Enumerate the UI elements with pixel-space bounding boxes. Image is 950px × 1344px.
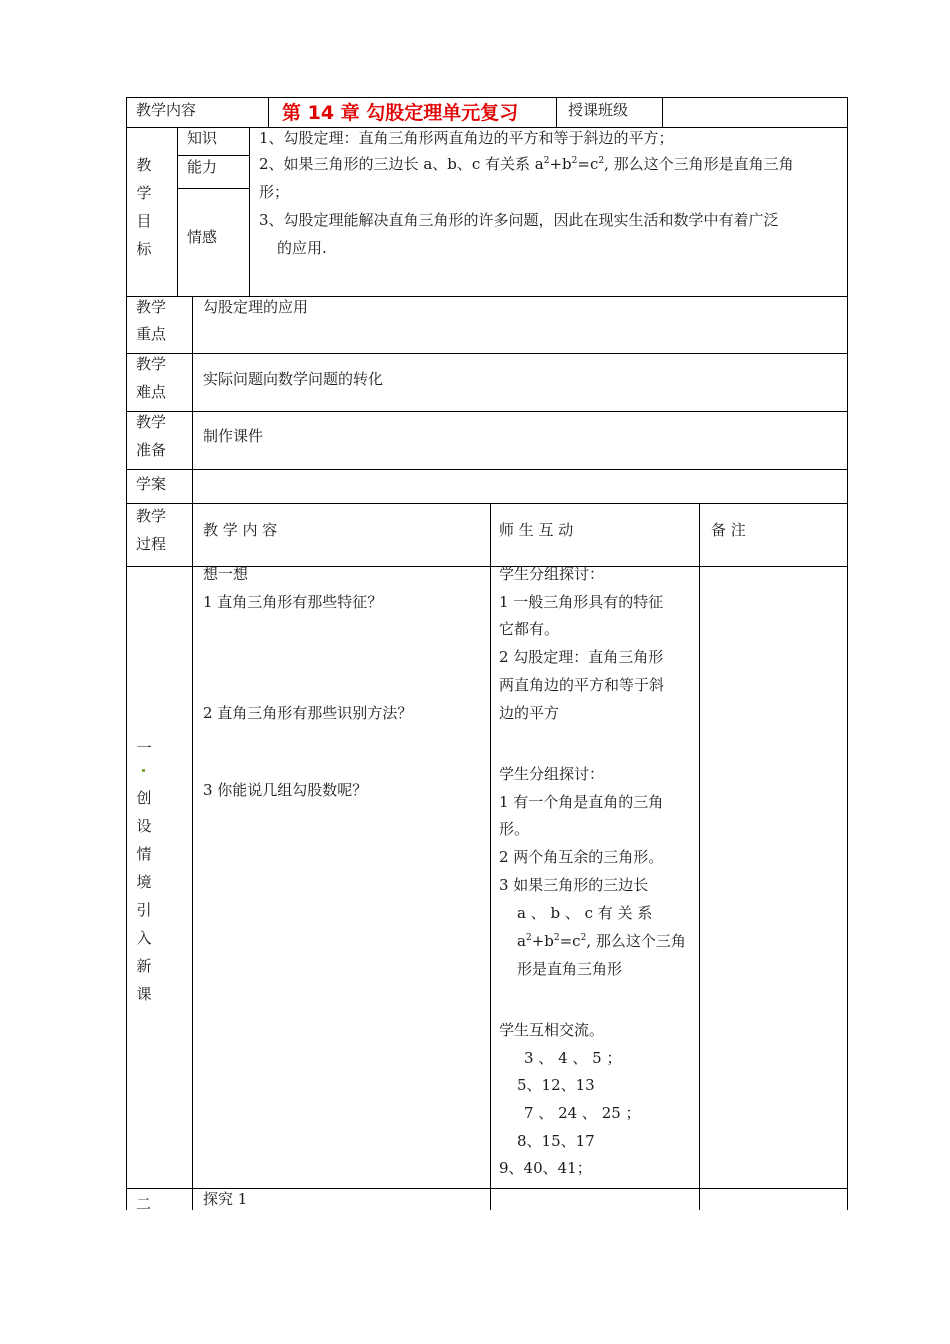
hline-header [126,127,848,128]
objectives-label [134,151,154,263]
interaction-line: 两直角边的平方和等于斜 [499,676,665,694]
hline-section1 [126,1188,848,1189]
content-item: 1 直角三角形有那些特征？ [203,593,383,611]
interaction-line: 7 、 24 、 25 ； [524,1104,641,1122]
vline-obj-b [249,127,250,297]
objectives-label-char: 教 [136,156,152,174]
prep-label: 教学 [136,413,167,431]
vline-notes-col [699,503,700,1210]
section1-label [134,734,154,762]
interaction-line: 2 勾股定理：直角三角形 [499,648,664,666]
objective-line-2-suffix: , 那么这个三角形是直角三角 [604,155,794,173]
section1-label-char: 引 [136,901,152,919]
difficulty-text: 实际问题向数学问题的转化 [203,370,384,388]
section1-label-char: 一 [136,739,152,757]
difficulty-label: 难点 [136,383,167,401]
focus-text: 勾股定理的应用 [203,298,309,316]
interaction-line: 边的平方 [499,704,560,722]
column-header-notes: 备 注 [711,521,746,539]
section1-label-char: 创 [136,789,152,807]
interaction-line: 8、15、17 [517,1132,595,1150]
hline-objectives [126,296,848,297]
interaction-line: 学生互相交流。 [499,1021,605,1039]
vline-label-col [192,296,193,1210]
objective-line-2-prefix: 2、如果三角形的三边长 a、b、c 有关系 a [259,155,544,173]
vline-obj-a [177,127,178,297]
section1-label-char: 课 [136,985,152,1003]
interaction-line: 学生分组探讨： [499,765,605,783]
section1-label-char: 境 [136,873,152,891]
interaction-line: 3 如果三角形的三边长 [499,876,649,894]
focus-label: 教学 [136,298,167,316]
vline-right [847,97,848,1210]
plan-label: 学案 [136,475,167,493]
interaction-line: 5、12、13 [517,1076,595,1094]
content-item: 2 直角三角形有那些识别方法？ [203,704,413,722]
interaction-line: 形。 [499,820,530,838]
objective-line-1: 1、勾股定理：直角三角形两直角边的平方和等于斜边的平方； [259,129,674,147]
interaction-line-suffix: , 那么这个三角 [586,932,686,950]
column-header-content: 教 学 内 容 [203,521,278,539]
objective-line-2-cont: 形； [259,183,290,201]
section1-label-body [134,784,154,1008]
vline-header-a [268,97,269,128]
process-label: 教学 [136,507,167,525]
focus-label: 重点 [136,325,167,343]
vline-left [126,97,127,1210]
content-label: 教学内容 [136,101,197,119]
hline-top [126,97,848,98]
objectives-label-char: 目 [136,212,152,230]
interaction-line: 9、40、41； [499,1159,592,1177]
section1-label-char: 入 [136,929,152,947]
interaction-line: 它都有。 [499,620,560,638]
interaction-line: 学生分组探讨： [499,565,605,583]
vline-interaction-col [490,503,491,1210]
interaction-line: 3 、 4 、 5 ； [524,1049,622,1067]
interaction-line: 1 一般三角形具有的特征 [499,593,664,611]
objective-ability-label: 能力 [187,158,218,176]
hline-focus [126,353,848,354]
objective-emotion-label: 情感 [187,228,218,246]
objective-line-3-cont: 的应用. [277,239,327,257]
page-title: 第 14 章 勾股定理单元复习 [282,102,519,124]
section1-label-char: 情 [136,845,152,863]
interaction-line: 2 两个角互余的三角形。 [499,848,664,866]
vline-header-c [662,97,663,128]
vline-header-b [556,97,557,128]
difficulty-label: 教学 [136,355,167,373]
content-item: 想一想 [203,565,249,583]
class-label: 授课班级 [568,101,629,119]
section1-label-char: 设 [136,817,152,835]
objective-knowledge-label: 知识 [187,129,218,147]
objective-line-3: 3、勾股定理能解决直角三角形的许多问题，因此在现实生活和数学中有着广泛 [259,211,779,229]
interaction-line: $a^2+b^2=c^2$, 那么这个三角 [517,932,686,950]
interaction-line: 形是直角三角形 [517,960,623,978]
interaction-line: 1 有一个角是直角的三角 [499,793,664,811]
section2-content: 探究 1 [203,1190,248,1208]
section1-label-char: 新 [136,957,152,975]
hline-plan [126,503,848,504]
prep-text: 制作课件 [203,427,264,445]
interaction-line: a 、 b 、 c 有 关 系 [517,904,653,922]
process-label: 过程 [136,535,167,553]
objectives-label-char: 标 [136,240,152,258]
objective-line-2: 2、如果三角形的三边长 a、b、c 有关系 $a^2+b^2=c^2$, 那么这个三角形是直角三角 [259,155,794,173]
hline-obj-sub2 [177,188,249,189]
section1-marker [142,769,145,772]
hline-difficulty [126,411,848,412]
section2-label: 二 [136,1195,152,1213]
hline-obj-sub1 [177,155,249,156]
hline-prep [126,469,848,470]
objectives-label-char: 学 [136,184,152,202]
column-header-interaction: 师 生 互 动 [499,521,574,539]
content-item: 3 你能说几组勾股数呢？ [203,781,368,799]
prep-label: 准备 [136,441,167,459]
